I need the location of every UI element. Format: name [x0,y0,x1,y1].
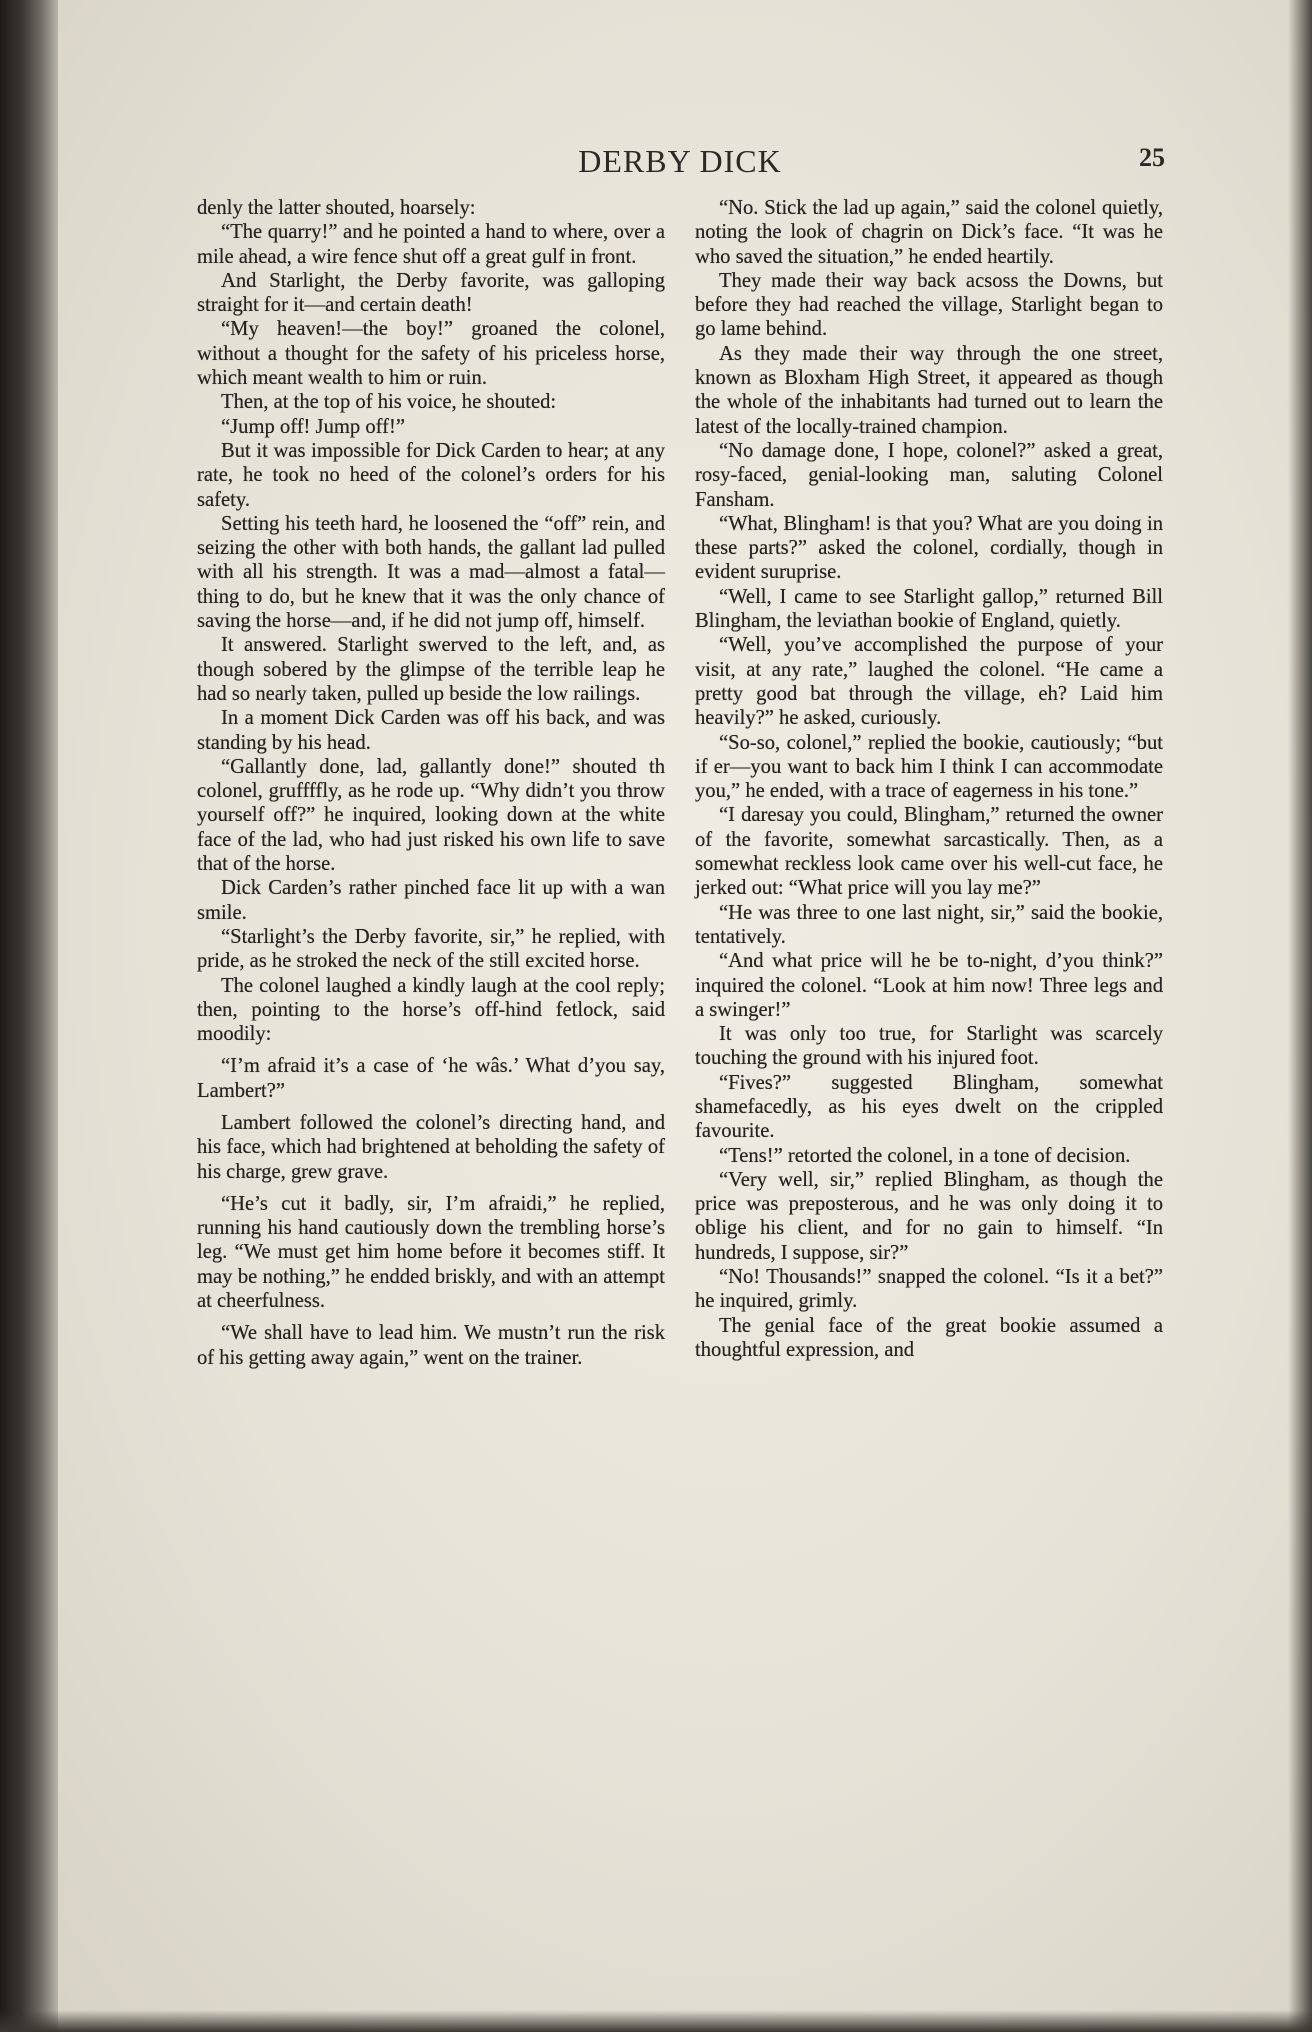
paragraph: The colonel laughed a kindly laugh at the cool reply; then, pointing to the horse’s off-hind fetlock, said moodily: [197,974,665,1046]
left-text-column [197,196,665,1370]
paragraph: denly the latter shouted, hoarsely: [197,197,476,219]
paragraph: “My heaven!—the boy!” groaned the colonel, without a thought for the safety of his priceless horse, which meant wealth to him or ruin. [197,318,665,390]
paragraph: But it was impossible for Dick Carden to hear; at any rate, he took no heed of the colonel’s orders for his safety. [197,439,665,511]
paragraph: It was only too true, for Starlight was scarcely touching the ground with his injured foot. [695,1023,1163,1070]
paragraph: “I’m afraid it’s a case of ‘he wâs.’ What d’you say, Lambert?” [197,1055,665,1102]
paragraph: “The quarry!” and he pointed a hand to where, over a mile ahead, a wire fence shut off a great gulf in front. [197,221,665,268]
paragraph: Dick Carden’s rather pinched face lit up with a wan smile. [197,877,665,924]
page-edge-right [1288,0,1312,2032]
paragraph: “No. Stick the lad up again,” said the colonel quietly, noting the look of chagrin on Dick’s face. “It was he who saved the situation,” he ended heartily. [695,197,1163,268]
paragraph: Lambert followed the colonel’s directing hand, and his face, which had brightened at beholding the safety of his charge, grew grave. [197,1111,665,1183]
running-header-title: DERBY DICK [578,143,782,179]
paragraph: “Well, you’ve accomplished the purpose of your visit, at any rate,” laughed the colonel. “He came a pretty good bat through the village, eh? Laid him heavily?” he asked, curiously. [695,634,1163,730]
page-edge-bottom [0,2010,1312,2032]
paragraph: “Starlight’s the Derby favorite, sir,” he replied, with pride, as he stroked the neck of the still excited horse. [197,925,665,973]
paragraph: “Gallantly done, lad, gallantly done!” shouted th colonel, gruffffly, as he rode up. “Why didn’t you throw yourself off?” he inquired, looking down at the white face of the lad, who had just risked his own life to save that of the horse. [197,755,665,876]
page-number: 25 [1139,143,1165,172]
right-text-column [695,196,1163,1362]
paragraph: And Starlight, the Derby favorite, was galloping straight for it—and certain death! [197,269,665,317]
paragraph: In a moment Dick Carden was off his back, and was standing by his head. [197,707,665,754]
paragraph: “Well, I came to see Starlight gallop,” returned Bill Blingham, the leviathan bookie of England, quietly. [695,585,1163,633]
paragraph: “Jump off! Jump off!” [221,415,405,438]
paragraph: “I daresay you could, Blingham,” returned the owner of the favorite, somewhat sarcastically. Then, as a somewhat reckless look came over his well-cut face, he jerked out: “What price will you lay me?” [695,804,1163,900]
paragraph: “Tens!” retorted the colonel, in a tone of decision. [719,1144,1131,1167]
paragraph: “No damage done, I hope, colonel?” asked a great, rosy-faced, genial-looking man, saluting Colonel Fansham. [695,439,1163,511]
paragraph: “Fives?” suggested Blingham, somewhat shamefacedly, as his eyes dwelt on the crippled favourite. [695,1071,1163,1143]
paragraph: “What, Blingham! is that you? What are you doing in these parts?” asked the colonel, cordially, though in evident suruprise. [695,512,1163,584]
paragraph: As they made their way through the one street, known as Bloxham High Street, it appeared as though the whole of the inhabitants had turned out to learn the latest of the locally-trained champion. [695,342,1163,438]
paragraph: They made their way back acsoss the Downs, but before they had reached the village, Starlight began to go lame behind. [695,269,1163,341]
paragraph: “So-so, colonel,” replied the bookie, cautiously; “but if er—you want to back him I think I can accommodate you,” he ended, with a trace of eagerness in his tone.” [695,731,1163,803]
paragraph: “He was three to one last night, sir,” said the bookie, tentatively. [695,901,1163,948]
paragraph: Then, at the top of his voice, he shouted: [221,391,557,414]
paragraph: “We shall have to lead him. We mustn’t run the risk of his getting away again,” went on the trainer. [197,1322,665,1369]
paragraph: Setting his teeth hard, he loosened the “off” rein, and seizing the other with both hands, the gallant lad pulled with all his strength. It was a mad—almost a fatal—thing to do, but he knew that it was the only chance of saving the horse—and, if he did not jump off, himself. [197,512,665,633]
paragraph: “Very well, sir,” replied Blingham, as though the price was preposterous, and he was only doing it to oblige his client, and for no gain to himself. “In hundreds, I suppose, sir?” [695,1168,1163,1264]
book-binding-shadow [0,0,58,2032]
paragraph: It answered. Starlight swerved to the left, and, as though sobered by the glimpse of the terrible leap he had so nearly taken, pulled up beside the low railings. [197,634,665,705]
paragraph: “And what price will he be to-night, d’you think?” inquired the colonel. “Look at him now! Three legs and a swinger!” [695,950,1163,1021]
paragraph: The genial face of the great bookie assumed a thoughtful expression, and [695,1314,1163,1361]
paragraph: “He’s cut it badly, sir, I’m afraidi,” he replied, running his hand cautiously down the trembling horse’s leg. “We must get him home before it becomes stiff. It may be nothing,” he endded briskly, and with an attempt at cheerfulness. [197,1192,665,1313]
paragraph: “No! Thousands!” snapped the colonel. “Is it a bet?” he inquired, grimly. [695,1266,1163,1313]
